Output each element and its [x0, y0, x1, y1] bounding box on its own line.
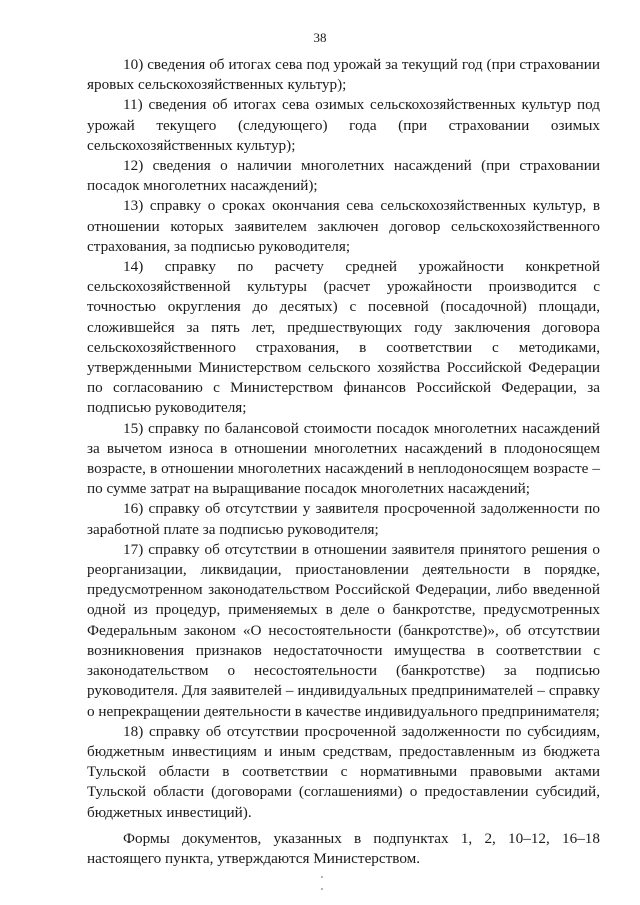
paragraph-item-16: 16) справку об отсутствии у заявителя просроченной задолженности по заработной плате за подписью руководителя; [87, 500, 600, 538]
paragraph-item-15: 15) справку по балансовой стоимости посадок многолетних насаждений за вычетом износа в отношении многолетних насаждений в плодоносящем возрасте, в отношении многолетних насаждений в неплодоносящем возрасте – по сумме затрат на выращивание посадок многолетних насаждений; [87, 419, 600, 498]
paragraph-forms-note: Формы документов, указанных в подпунктах 1, 2, 10–12, 16–18 настоящего пункта, утверждаются Министерством. [87, 829, 600, 867]
paragraph-item-13: 13) справку о сроках окончания сева сельскохозяйственных культур, в отношении которых заявителем заключен договор сельскохозяйственного страхования, за подписью руководителя; [87, 197, 600, 255]
page-number: 38 [313, 30, 327, 45]
paragraph-item-12: 12) сведения о наличии многолетних насаждений (при страховании посадок многолетних насаждений); [87, 157, 600, 195]
document-body [87, 55, 600, 869]
paragraph-item-11: 11) сведения об итогах сева озимых сельскохозяйственных культур под урожай текущего (следующего) года (при страховании озимых сельскохозяйственных культур); [87, 96, 600, 154]
scan-artifact-dot [321, 888, 323, 890]
paragraph-item-10: 10) сведения об итогах сева под урожай за текущий год (при страховании яровых сельскохозяйственных культур); [87, 56, 600, 94]
paragraph-item-17: 17) справку об отсутствии в отношении заявителя принятого решения о реорганизации, ликвидации, приостановлении деятельности в порядке, предусмотренном законодательством Российской Федерации, либо введенной одной из процедур, применяемых в деле о банкротстве, предусмотренных Федеральным законом «О несостоятельности (банкротстве)», об отсутствии возникновения признаков недостаточности имущества в соответствии с законодательством о несостоятельности (банкротстве) за подписью руководителя. Для заявителей – индивидуальных предпринимателей – справку о непрекращении деятельности в качестве индивидуального предпринимателя; [87, 540, 600, 720]
paragraph-item-14: 14) справку по расчету средней урожайности конкретной сельскохозяйственной культуры (расчет урожайности производится с точностью округления до десятых) с посевной (посадочной) площади, сложившейся за пять лет, предшествующих году заключения договора сельскохозяйственного страхования, в соответствии с методиками, утвержденными Министерством сельского хозяйства Российской Федерации по согласованию с Министерством финансов Российской Федерации, за подписью руководителя; [87, 258, 600, 417]
paragraph-item-18: 18) справку об отсутствии просроченной задолженности по субсидиям, бюджетным инвестициям и иным средствам, предоставленным из бюджета Тульской области в соответствии с нормативными правовыми актами Тульской области (договорами (соглашениями) о предоставлении субсидий, бюджетных инвестиций). [87, 722, 600, 821]
scan-artifact-dot [321, 876, 323, 878]
